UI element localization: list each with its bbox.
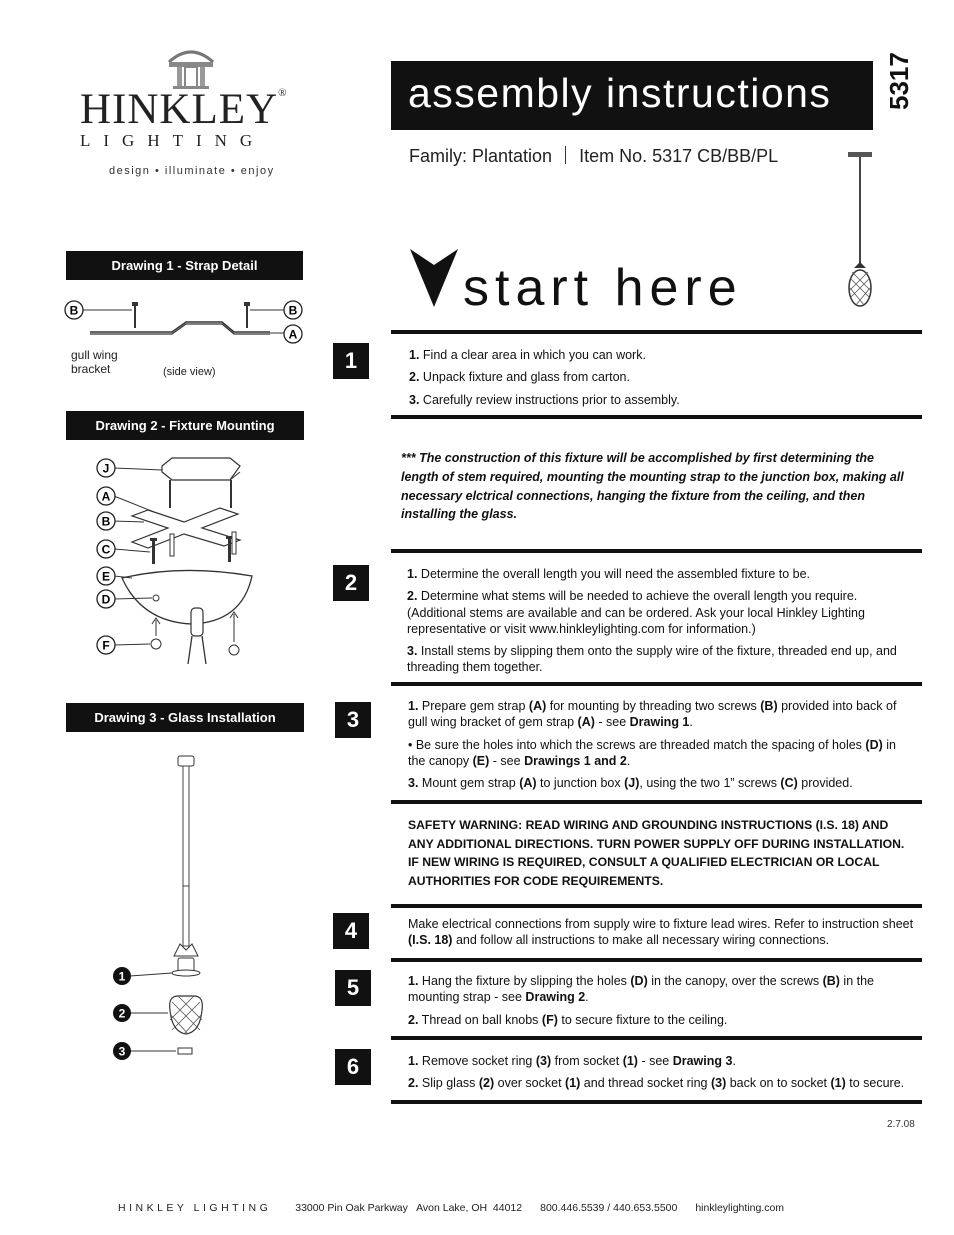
screw-icon <box>169 480 171 508</box>
step-5-number: 5 <box>335 970 371 1006</box>
footer-company: HINKLEY LIGHTING <box>118 1202 272 1214</box>
screw-icon <box>244 302 250 328</box>
callout-j: J <box>102 461 110 476</box>
fixture-mounting-drawing <box>92 452 262 664</box>
divider <box>391 549 922 553</box>
strap-detail-drawing <box>62 296 312 356</box>
drawing-3-title: Drawing 3 - Glass Installation <box>66 703 304 732</box>
callout-c: C <box>101 542 111 557</box>
gull-wing-label: gull wing bracket <box>71 348 118 377</box>
step-1-number: 1 <box>333 343 369 379</box>
step-6-number: 6 <box>335 1049 371 1085</box>
family-line <box>409 146 778 167</box>
screw-icon <box>230 480 232 508</box>
footer-phone: 800.446.5539 / 440.653.5500 <box>540 1202 678 1214</box>
callout-b: B <box>288 303 298 318</box>
callout-e: E <box>101 569 111 584</box>
footer <box>118 1202 784 1214</box>
brand-name: HINKLEY® <box>80 86 288 133</box>
step-2-text: 1. Determine the overall length you will need the assembled fixture to be. 2. Determine what stems will be needed to achieve the overall length you require. (Additional stems are available and can be ordered. Ask your local Hinkley Lighting representative or visit www.hinkleylighting.com for information.) 3. Install stems by slipping them onto the supply wire of the fixture, threaded end up, and threading them together. <box>407 567 897 675</box>
drawing-1-title: Drawing 1 - Strap Detail <box>66 251 303 280</box>
step-3-text: 1. Prepare gem strap (A) for mounting by threading two screws (B) provided into back of gull wing bracket of gem strap (A) - see Drawing 1. • Be sure the holes into which the screws are threaded match the spacing of holes (D) in the canopy (E) - see Drawings 1 and 2. 3. Mount gem strap (A) to junction box (J), using the two 1” screws (C) provided. <box>408 699 897 790</box>
side-view-label: (side view) <box>163 366 216 378</box>
callout-2: 2 <box>118 1006 126 1021</box>
family-name: Family: Plantation <box>409 146 553 166</box>
revision-date: 2.7.08 <box>887 1119 915 1130</box>
drawing-2-title: Drawing 2 - Fixture Mounting <box>66 411 304 440</box>
step-3-number: 3 <box>335 702 371 738</box>
divider <box>391 958 922 962</box>
step-4-number: 4 <box>333 913 369 949</box>
divider <box>391 1100 922 1104</box>
callout-b: B <box>69 303 79 318</box>
divider <box>391 415 922 419</box>
divider <box>391 1036 922 1040</box>
footer-address: 33000 Pin Oak Parkway Avon Lake, OH 44012 <box>295 1202 523 1214</box>
safety-warning: SAFETY WARNING: READ WIRING AND GROUNDING INSTRUCTIONS (I.S. 18) AND ANY ADDITIONAL DIRECTIONS. TURN POWER SUPPLY OFF DURING INSTALLATION. IF NEW WIRING IS REQUIRED, CONSULT A QUALIFIED ELECTRICIAN OR LOCAL AUTHORITIES FOR CODE REQUIREMENTS. <box>408 818 905 888</box>
start-arrow-icon <box>410 249 458 309</box>
glass-installation-drawing <box>108 740 228 1066</box>
callout-1: 1 <box>118 969 126 984</box>
pendant-thumbnail-icon <box>842 150 878 310</box>
title-bar <box>391 61 873 130</box>
logo-emblem-icon <box>163 44 219 90</box>
callout-f: F <box>102 638 110 653</box>
brand-sub: LIGHTING <box>80 131 266 150</box>
step-1-text: 1. Find a clear area in which you can work. 2. Unpack fixture and glass from carton. 3. Carefully review instructions prior to assembly. <box>409 348 680 407</box>
callout-d: D <box>101 592 111 607</box>
divider <box>391 330 922 334</box>
model-number: 5317 <box>884 52 914 110</box>
screw-icon <box>132 302 138 328</box>
item-number: Item No. 5317 CB/BB/PL <box>579 146 779 166</box>
callout-b: B <box>101 514 111 529</box>
brand-tagline: design • illuminate • enjoy <box>109 165 275 177</box>
divider <box>391 800 922 804</box>
callout-a: A <box>101 489 111 504</box>
page-title: assembly instructions <box>408 70 832 116</box>
step-4-text: Make electrical connections from supply wire to fixture lead wires. Refer to instruction sheet (I.S. 18) and follow all instructions to make all necessary wiring connections. <box>408 917 914 948</box>
callout-3: 3 <box>118 1044 126 1059</box>
step-2-number: 2 <box>333 565 369 601</box>
footer-website[interactable]: hinkleylighting.com <box>695 1202 785 1214</box>
construction-note: *** The construction of this fixture will be accomplished by first determining the length of stem required, mounting the mounting strap to the junction box, making all necessary elctrical connections, hanging the fixture from the ceiling, and then installing the glass. <box>401 451 904 522</box>
callout-a: A <box>288 327 298 342</box>
step-5-text: 1. Hang the fixture by slipping the holes (D) in the canopy, over the screws (B) in the mounting strap - see Drawing 2. 2. Thread on ball knobs (F) to secure fixture to the ceiling. <box>408 974 875 1027</box>
divider <box>391 904 922 908</box>
step-6-text: 1. Remove socket ring (3) from socket (1) - see Drawing 3. 2. Slip glass (2) over socket (1) and thread socket ring (3) back on to socket (1) to secure. <box>408 1054 905 1091</box>
start-here-heading: start here <box>463 259 743 317</box>
divider <box>391 682 922 686</box>
